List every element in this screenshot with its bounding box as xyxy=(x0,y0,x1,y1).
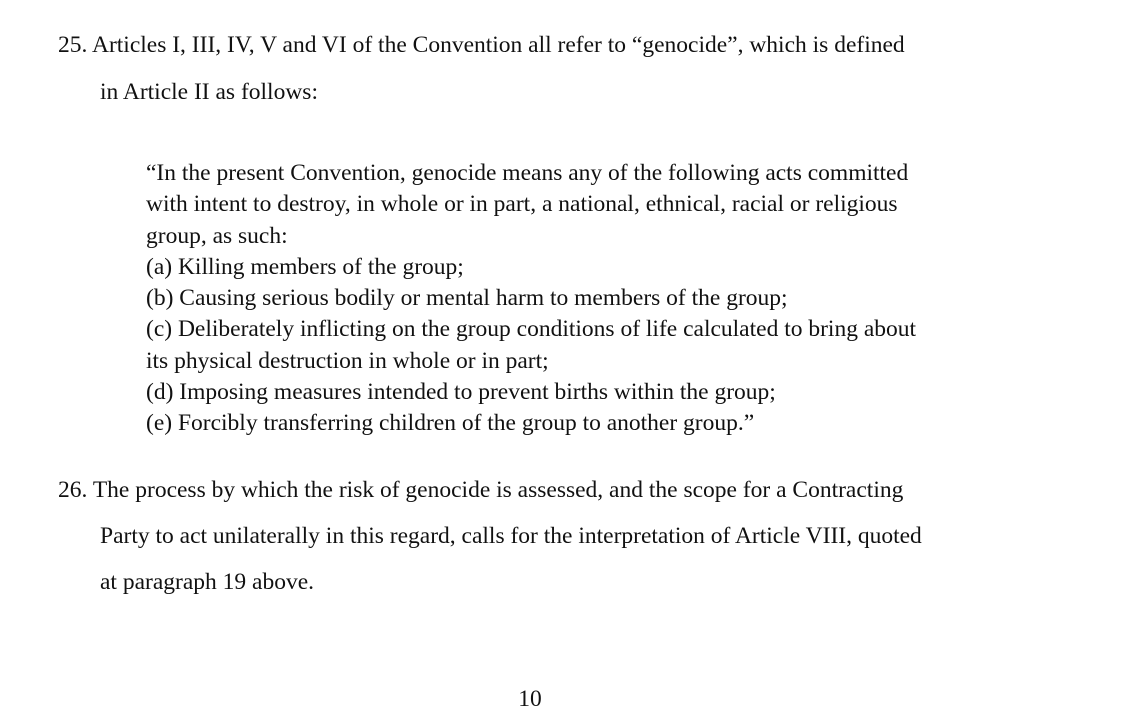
paragraph-26-first-line xyxy=(58,477,903,504)
paragraph-25-line-1: Articles I, III, IV, V and VI of the Convention all refer to “genocide”, which is defined xyxy=(91,32,905,58)
paragraph-26-line-3: at paragraph 19 above. xyxy=(100,569,315,595)
quotation-item-d: (d) Imposing measures intended to prevent births within the group; xyxy=(146,379,776,406)
quotation-item-a: (a) Killing members of the group; xyxy=(146,253,464,280)
quotation-line: with intent to destroy, in whole or in part, a national, ethnical, racial or religious xyxy=(146,191,898,218)
paragraph-25-first-line xyxy=(58,32,905,59)
quotation-line: group, as such: xyxy=(146,222,288,249)
paragraph-25-number: 25. xyxy=(58,32,88,58)
quotation-line: “In the present Convention, genocide means any of the following acts committed xyxy=(146,160,909,186)
quotation-item-c-continued: its physical destruction in whole or in part; xyxy=(146,347,549,374)
article-ii-quotation xyxy=(146,158,1066,440)
quotation-item-b: (b) Causing serious bodily or mental harm to members of the group; xyxy=(146,285,788,312)
paragraph-26-line-1: The process by which the risk of genocide is assessed, and the scope for a Contracting xyxy=(92,477,904,503)
quotation-item-c: (c) Deliberately inflicting on the group conditions of life calculated to bring about xyxy=(146,316,917,343)
paragraph-26-line-2: Party to act unilaterally in this regard, calls for the interpretation of Article VIII, quoted xyxy=(100,523,922,549)
quotation-item-e: (e) Forcibly transferring children of the group to another group.” xyxy=(146,410,755,437)
paragraph-25-line-2: in Article II as follows: xyxy=(100,79,318,105)
page-number: 10 xyxy=(518,686,542,712)
paragraph-26-number: 26. xyxy=(58,477,88,503)
